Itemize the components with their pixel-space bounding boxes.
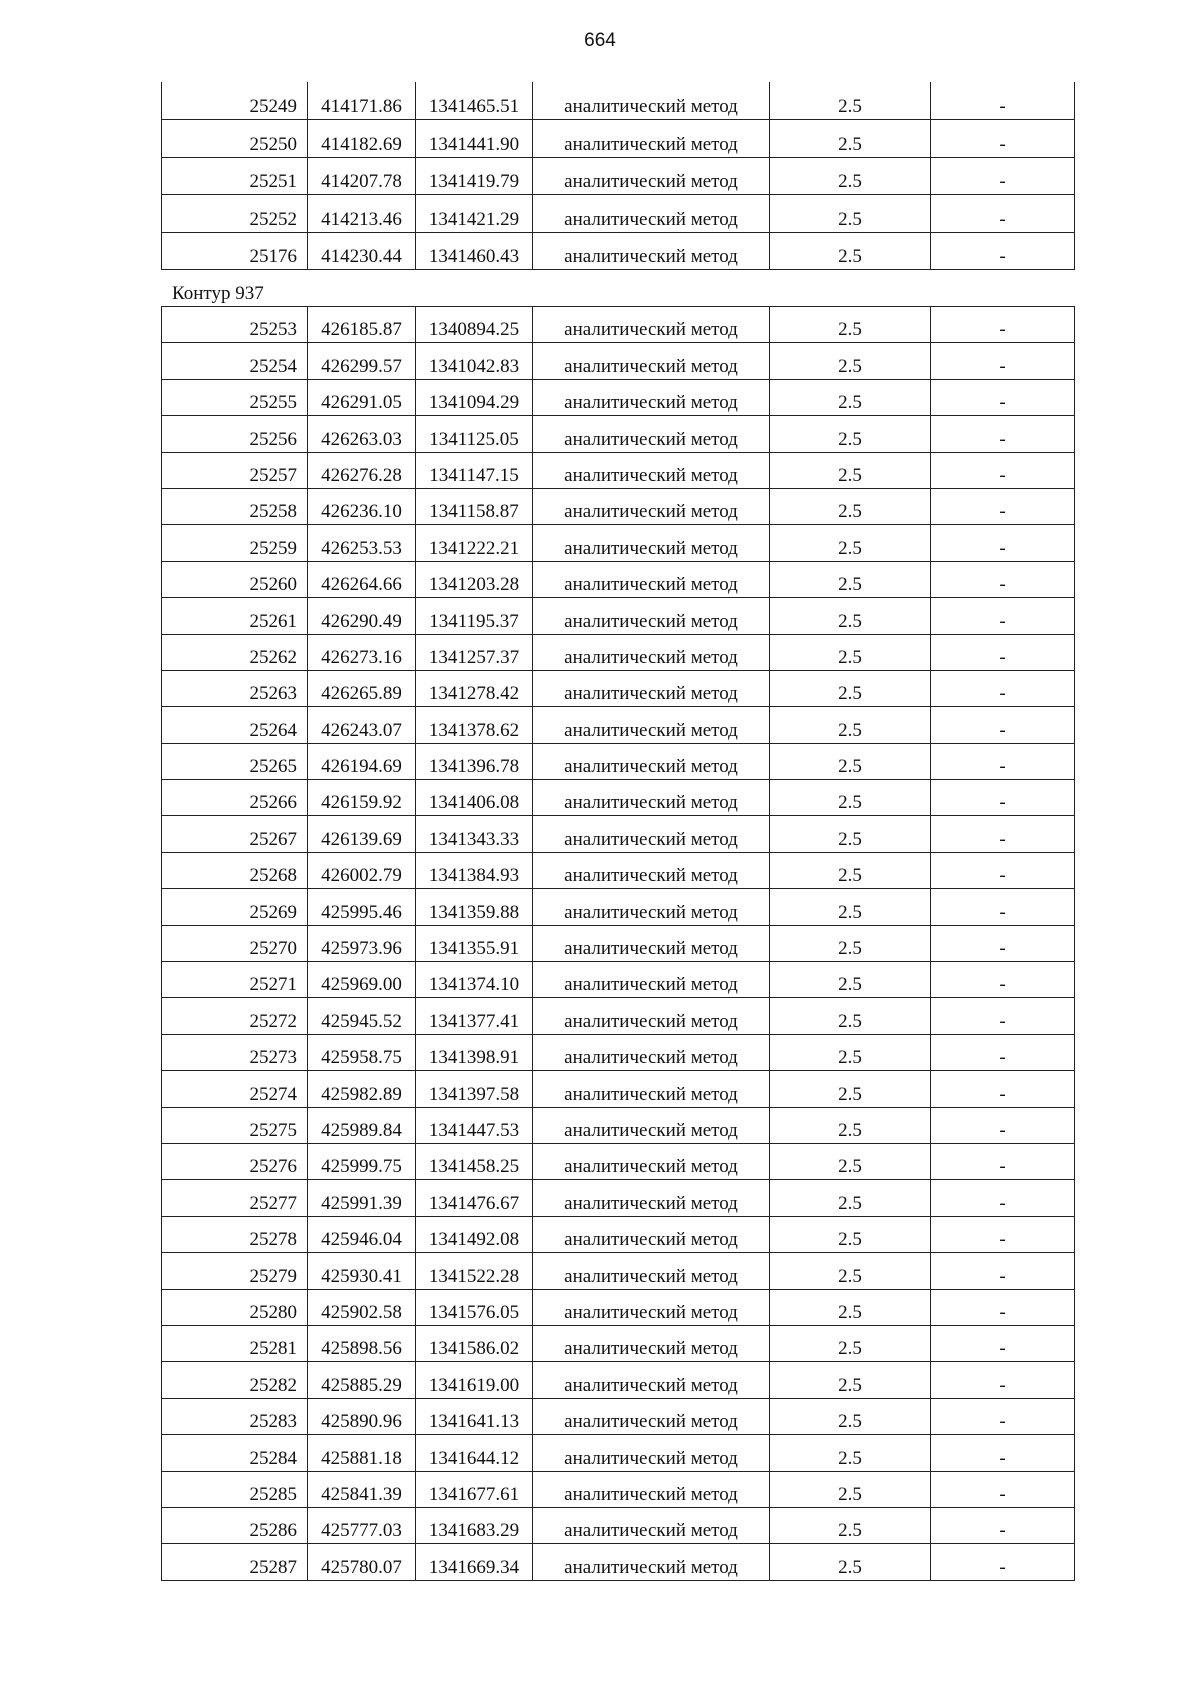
point-number-cell: 25257 bbox=[162, 452, 308, 488]
table-row bbox=[162, 1471, 1075, 1507]
method-cell: аналитический метод bbox=[533, 232, 770, 270]
accuracy-cell: 2.5 bbox=[770, 998, 931, 1034]
point-number-cell: 25258 bbox=[162, 488, 308, 524]
note-cell: - bbox=[931, 82, 1075, 120]
y-coordinate-cell: 1341619.00 bbox=[416, 1362, 533, 1398]
point-number-cell: 25251 bbox=[162, 157, 308, 195]
method-cell: аналитический метод bbox=[533, 488, 770, 524]
y-coordinate-cell: 1341278.42 bbox=[416, 670, 533, 706]
y-coordinate-cell: 1341042.83 bbox=[416, 343, 533, 379]
accuracy-cell: 2.5 bbox=[770, 525, 931, 561]
point-number-cell: 25249 bbox=[162, 82, 308, 120]
method-cell: аналитический метод bbox=[533, 1071, 770, 1107]
x-coordinate-cell: 426299.57 bbox=[308, 343, 416, 379]
point-number-cell: 25272 bbox=[162, 998, 308, 1034]
x-coordinate-cell: 426185.87 bbox=[308, 307, 416, 343]
x-coordinate-cell: 426291.05 bbox=[308, 379, 416, 415]
note-cell: - bbox=[931, 195, 1075, 233]
point-number-cell: 25262 bbox=[162, 634, 308, 670]
point-number-cell: 25277 bbox=[162, 1180, 308, 1216]
table-row bbox=[162, 1544, 1075, 1580]
note-cell: - bbox=[931, 416, 1075, 452]
x-coordinate-cell: 426194.69 bbox=[308, 743, 416, 779]
point-number-cell: 25259 bbox=[162, 525, 308, 561]
accuracy-cell: 2.5 bbox=[770, 1289, 931, 1325]
note-cell: - bbox=[931, 598, 1075, 634]
y-coordinate-cell: 1341125.05 bbox=[416, 416, 533, 452]
point-number-cell: 25284 bbox=[162, 1435, 308, 1471]
note-cell: - bbox=[931, 1398, 1075, 1434]
x-coordinate-cell: 426265.89 bbox=[308, 670, 416, 706]
accuracy-cell: 2.5 bbox=[770, 1325, 931, 1361]
y-coordinate-cell: 1341522.28 bbox=[416, 1253, 533, 1289]
point-number-cell: 25270 bbox=[162, 925, 308, 961]
y-coordinate-cell: 1341683.29 bbox=[416, 1507, 533, 1543]
accuracy-cell: 2.5 bbox=[770, 962, 931, 998]
note-cell: - bbox=[931, 379, 1075, 415]
method-cell: аналитический метод bbox=[533, 1107, 770, 1143]
accuracy-cell: 2.5 bbox=[770, 1544, 931, 1580]
method-cell: аналитический метод bbox=[533, 852, 770, 888]
y-coordinate-cell: 1341586.02 bbox=[416, 1325, 533, 1361]
point-number-cell: 25279 bbox=[162, 1253, 308, 1289]
y-coordinate-cell: 1341384.93 bbox=[416, 852, 533, 888]
method-cell: аналитический метод bbox=[533, 634, 770, 670]
method-cell: аналитический метод bbox=[533, 525, 770, 561]
note-cell: - bbox=[931, 998, 1075, 1034]
table-row bbox=[162, 157, 1075, 195]
accuracy-cell: 2.5 bbox=[770, 307, 931, 343]
y-coordinate-cell: 1341465.51 bbox=[416, 82, 533, 120]
method-cell: аналитический метод bbox=[533, 1180, 770, 1216]
y-coordinate-cell: 1341576.05 bbox=[416, 1289, 533, 1325]
point-number-cell: 25287 bbox=[162, 1544, 308, 1580]
table-row bbox=[162, 816, 1075, 852]
table-row bbox=[162, 780, 1075, 816]
x-coordinate-cell: 426002.79 bbox=[308, 852, 416, 888]
note-cell: - bbox=[931, 1143, 1075, 1179]
table-row bbox=[162, 1507, 1075, 1543]
note-cell: - bbox=[931, 525, 1075, 561]
point-number-cell: 25268 bbox=[162, 852, 308, 888]
accuracy-cell: 2.5 bbox=[770, 1180, 931, 1216]
accuracy-cell: 2.5 bbox=[770, 1398, 931, 1434]
y-coordinate-cell: 1341447.53 bbox=[416, 1107, 533, 1143]
note-cell: - bbox=[931, 1507, 1075, 1543]
point-number-cell: 25283 bbox=[162, 1398, 308, 1434]
x-coordinate-cell: 425982.89 bbox=[308, 1071, 416, 1107]
note-cell: - bbox=[931, 780, 1075, 816]
x-coordinate-cell: 414230.44 bbox=[308, 232, 416, 270]
point-number-cell: 25285 bbox=[162, 1471, 308, 1507]
x-coordinate-cell: 426276.28 bbox=[308, 452, 416, 488]
table-row bbox=[162, 1289, 1075, 1325]
x-coordinate-cell: 425881.18 bbox=[308, 1435, 416, 1471]
x-coordinate-cell: 425989.84 bbox=[308, 1107, 416, 1143]
method-cell: аналитический метод bbox=[533, 998, 770, 1034]
point-number-cell: 25255 bbox=[162, 379, 308, 415]
y-coordinate-cell: 1341195.37 bbox=[416, 598, 533, 634]
note-cell: - bbox=[931, 816, 1075, 852]
accuracy-cell: 2.5 bbox=[770, 1507, 931, 1543]
table-row bbox=[162, 561, 1075, 597]
table-row bbox=[162, 1325, 1075, 1361]
point-number-cell: 25256 bbox=[162, 416, 308, 452]
table-row bbox=[162, 82, 1075, 120]
note-cell: - bbox=[931, 707, 1075, 743]
note-cell: - bbox=[931, 925, 1075, 961]
x-coordinate-cell: 425885.29 bbox=[308, 1362, 416, 1398]
x-coordinate-cell: 426236.10 bbox=[308, 488, 416, 524]
accuracy-cell: 2.5 bbox=[770, 670, 931, 706]
point-number-cell: 25271 bbox=[162, 962, 308, 998]
method-cell: аналитический метод bbox=[533, 1143, 770, 1179]
note-cell: - bbox=[931, 670, 1075, 706]
method-cell: аналитический метод bbox=[533, 1398, 770, 1434]
accuracy-cell: 2.5 bbox=[770, 598, 931, 634]
accuracy-cell: 2.5 bbox=[770, 925, 931, 961]
y-coordinate-cell: 1341158.87 bbox=[416, 488, 533, 524]
note-cell: - bbox=[931, 1216, 1075, 1252]
point-number-cell: 25286 bbox=[162, 1507, 308, 1543]
point-number-cell: 25254 bbox=[162, 343, 308, 379]
table-row bbox=[162, 416, 1075, 452]
accuracy-cell: 2.5 bbox=[770, 743, 931, 779]
x-coordinate-cell: 425780.07 bbox=[308, 1544, 416, 1580]
x-coordinate-cell: 425946.04 bbox=[308, 1216, 416, 1252]
y-coordinate-cell: 1341641.13 bbox=[416, 1398, 533, 1434]
x-coordinate-cell: 414182.69 bbox=[308, 120, 416, 158]
method-cell: аналитический метод bbox=[533, 1325, 770, 1361]
point-number-cell: 25275 bbox=[162, 1107, 308, 1143]
table-row bbox=[162, 1398, 1075, 1434]
accuracy-cell: 2.5 bbox=[770, 852, 931, 888]
method-cell: аналитический метод bbox=[533, 780, 770, 816]
method-cell: аналитический метод bbox=[533, 1544, 770, 1580]
note-cell: - bbox=[931, 1435, 1075, 1471]
point-number-cell: 25263 bbox=[162, 670, 308, 706]
table-row bbox=[162, 1071, 1075, 1107]
point-number-cell: 25273 bbox=[162, 1034, 308, 1070]
accuracy-cell: 2.5 bbox=[770, 1216, 931, 1252]
note-cell: - bbox=[931, 120, 1075, 158]
x-coordinate-cell: 426139.69 bbox=[308, 816, 416, 852]
y-coordinate-cell: 1341644.12 bbox=[416, 1435, 533, 1471]
x-coordinate-cell: 425969.00 bbox=[308, 962, 416, 998]
note-cell: - bbox=[931, 157, 1075, 195]
x-coordinate-cell: 425890.96 bbox=[308, 1398, 416, 1434]
note-cell: - bbox=[931, 1253, 1075, 1289]
note-cell: - bbox=[931, 962, 1075, 998]
y-coordinate-cell: 1341492.08 bbox=[416, 1216, 533, 1252]
y-coordinate-cell: 1341147.15 bbox=[416, 452, 533, 488]
contour-title: Контур 937 bbox=[172, 283, 264, 304]
method-cell: аналитический метод bbox=[533, 598, 770, 634]
method-cell: аналитический метод bbox=[533, 670, 770, 706]
y-coordinate-cell: 1341419.79 bbox=[416, 157, 533, 195]
table-row bbox=[162, 1435, 1075, 1471]
note-cell: - bbox=[931, 1289, 1075, 1325]
point-number-cell: 25274 bbox=[162, 1071, 308, 1107]
accuracy-cell: 2.5 bbox=[770, 634, 931, 670]
table-row bbox=[162, 925, 1075, 961]
y-coordinate-cell: 1341406.08 bbox=[416, 780, 533, 816]
accuracy-cell: 2.5 bbox=[770, 488, 931, 524]
x-coordinate-cell: 426159.92 bbox=[308, 780, 416, 816]
point-number-cell: 25264 bbox=[162, 707, 308, 743]
note-cell: - bbox=[931, 343, 1075, 379]
y-coordinate-cell: 1341460.43 bbox=[416, 232, 533, 270]
x-coordinate-cell: 426264.66 bbox=[308, 561, 416, 597]
table-row bbox=[162, 343, 1075, 379]
y-coordinate-cell: 1341669.34 bbox=[416, 1544, 533, 1580]
method-cell: аналитический метод bbox=[533, 962, 770, 998]
accuracy-cell: 2.5 bbox=[770, 1034, 931, 1070]
point-number-cell: 25253 bbox=[162, 307, 308, 343]
x-coordinate-cell: 425777.03 bbox=[308, 1507, 416, 1543]
method-cell: аналитический метод bbox=[533, 379, 770, 415]
y-coordinate-cell: 1341476.67 bbox=[416, 1180, 533, 1216]
x-coordinate-cell: 426253.53 bbox=[308, 525, 416, 561]
x-coordinate-cell: 414171.86 bbox=[308, 82, 416, 120]
table-row bbox=[162, 889, 1075, 925]
y-coordinate-cell: 1341398.91 bbox=[416, 1034, 533, 1070]
table-row bbox=[162, 1253, 1075, 1289]
y-coordinate-cell: 1341203.28 bbox=[416, 561, 533, 597]
x-coordinate-cell: 425898.56 bbox=[308, 1325, 416, 1361]
y-coordinate-cell: 1341374.10 bbox=[416, 962, 533, 998]
method-cell: аналитический метод bbox=[533, 1435, 770, 1471]
accuracy-cell: 2.5 bbox=[770, 561, 931, 597]
point-number-cell: 25252 bbox=[162, 195, 308, 233]
method-cell: аналитический метод bbox=[533, 1471, 770, 1507]
method-cell: аналитический метод bbox=[533, 1216, 770, 1252]
point-number-cell: 25260 bbox=[162, 561, 308, 597]
method-cell: аналитический метод bbox=[533, 561, 770, 597]
accuracy-cell: 2.5 bbox=[770, 157, 931, 195]
note-cell: - bbox=[931, 488, 1075, 524]
note-cell: - bbox=[931, 852, 1075, 888]
table-row bbox=[162, 598, 1075, 634]
accuracy-cell: 2.5 bbox=[770, 1143, 931, 1179]
point-number-cell: 25282 bbox=[162, 1362, 308, 1398]
table-row bbox=[162, 307, 1075, 343]
y-coordinate-cell: 1341397.58 bbox=[416, 1071, 533, 1107]
method-cell: аналитический метод bbox=[533, 1362, 770, 1398]
accuracy-cell: 2.5 bbox=[770, 1435, 931, 1471]
y-coordinate-cell: 1341396.78 bbox=[416, 743, 533, 779]
accuracy-cell: 2.5 bbox=[770, 120, 931, 158]
method-cell: аналитический метод bbox=[533, 307, 770, 343]
x-coordinate-cell: 425999.75 bbox=[308, 1143, 416, 1179]
table-row bbox=[162, 120, 1075, 158]
method-cell: аналитический метод bbox=[533, 157, 770, 195]
y-coordinate-cell: 1341378.62 bbox=[416, 707, 533, 743]
y-coordinate-cell: 1341343.33 bbox=[416, 816, 533, 852]
table-row bbox=[162, 743, 1075, 779]
table-row bbox=[162, 962, 1075, 998]
x-coordinate-cell: 425958.75 bbox=[308, 1034, 416, 1070]
table-row bbox=[162, 1034, 1075, 1070]
table-row bbox=[162, 232, 1075, 270]
table-row bbox=[162, 525, 1075, 561]
method-cell: аналитический метод bbox=[533, 925, 770, 961]
table-row bbox=[162, 379, 1075, 415]
x-coordinate-cell: 426290.49 bbox=[308, 598, 416, 634]
method-cell: аналитический метод bbox=[533, 120, 770, 158]
table-row bbox=[162, 195, 1075, 233]
method-cell: аналитический метод bbox=[533, 452, 770, 488]
accuracy-cell: 2.5 bbox=[770, 1107, 931, 1143]
table-row bbox=[162, 488, 1075, 524]
page-number: 664 bbox=[584, 30, 616, 51]
table-row bbox=[162, 1143, 1075, 1179]
note-cell: - bbox=[931, 1471, 1075, 1507]
method-cell: аналитический метод bbox=[533, 195, 770, 233]
x-coordinate-cell: 425841.39 bbox=[308, 1471, 416, 1507]
point-number-cell: 25278 bbox=[162, 1216, 308, 1252]
y-coordinate-cell: 1341257.37 bbox=[416, 634, 533, 670]
method-cell: аналитический метод bbox=[533, 82, 770, 120]
x-coordinate-cell: 425945.52 bbox=[308, 998, 416, 1034]
accuracy-cell: 2.5 bbox=[770, 195, 931, 233]
method-cell: аналитический метод bbox=[533, 343, 770, 379]
accuracy-cell: 2.5 bbox=[770, 379, 931, 415]
note-cell: - bbox=[931, 1071, 1075, 1107]
point-number-cell: 25269 bbox=[162, 889, 308, 925]
point-number-cell: 25281 bbox=[162, 1325, 308, 1361]
y-coordinate-cell: 1341441.90 bbox=[416, 120, 533, 158]
x-coordinate-cell: 425930.41 bbox=[308, 1253, 416, 1289]
note-cell: - bbox=[931, 634, 1075, 670]
x-coordinate-cell: 414213.46 bbox=[308, 195, 416, 233]
note-cell: - bbox=[931, 1034, 1075, 1070]
y-coordinate-cell: 1341458.25 bbox=[416, 1143, 533, 1179]
note-cell: - bbox=[931, 1362, 1075, 1398]
table-row bbox=[162, 670, 1075, 706]
table-row bbox=[162, 1216, 1075, 1252]
table-row bbox=[162, 707, 1075, 743]
x-coordinate-cell: 426273.16 bbox=[308, 634, 416, 670]
note-cell: - bbox=[931, 1107, 1075, 1143]
method-cell: аналитический метод bbox=[533, 889, 770, 925]
method-cell: аналитический метод bbox=[533, 1289, 770, 1325]
point-number-cell: 25176 bbox=[162, 232, 308, 270]
method-cell: аналитический метод bbox=[533, 416, 770, 452]
method-cell: аналитический метод bbox=[533, 743, 770, 779]
table-row bbox=[162, 452, 1075, 488]
y-coordinate-cell: 1341377.41 bbox=[416, 998, 533, 1034]
x-coordinate-cell: 426263.03 bbox=[308, 416, 416, 452]
accuracy-cell: 2.5 bbox=[770, 707, 931, 743]
point-number-cell: 25267 bbox=[162, 816, 308, 852]
x-coordinate-cell: 425995.46 bbox=[308, 889, 416, 925]
x-coordinate-cell: 414207.78 bbox=[308, 157, 416, 195]
accuracy-cell: 2.5 bbox=[770, 232, 931, 270]
y-coordinate-cell: 1341222.21 bbox=[416, 525, 533, 561]
note-cell: - bbox=[931, 889, 1075, 925]
accuracy-cell: 2.5 bbox=[770, 1471, 931, 1507]
accuracy-cell: 2.5 bbox=[770, 82, 931, 120]
accuracy-cell: 2.5 bbox=[770, 1071, 931, 1107]
y-coordinate-cell: 1341359.88 bbox=[416, 889, 533, 925]
table-row bbox=[162, 1362, 1075, 1398]
x-coordinate-cell: 425973.96 bbox=[308, 925, 416, 961]
method-cell: аналитический метод bbox=[533, 1034, 770, 1070]
note-cell: - bbox=[931, 232, 1075, 270]
y-coordinate-cell: 1341677.61 bbox=[416, 1471, 533, 1507]
note-cell: - bbox=[931, 743, 1075, 779]
y-coordinate-cell: 1340894.25 bbox=[416, 307, 533, 343]
accuracy-cell: 2.5 bbox=[770, 1253, 931, 1289]
y-coordinate-cell: 1341421.29 bbox=[416, 195, 533, 233]
method-cell: аналитический метод bbox=[533, 1253, 770, 1289]
accuracy-cell: 2.5 bbox=[770, 452, 931, 488]
point-number-cell: 25266 bbox=[162, 780, 308, 816]
note-cell: - bbox=[931, 1544, 1075, 1580]
note-cell: - bbox=[931, 307, 1075, 343]
table-row bbox=[162, 852, 1075, 888]
note-cell: - bbox=[931, 452, 1075, 488]
y-coordinate-cell: 1341355.91 bbox=[416, 925, 533, 961]
table-row bbox=[162, 1107, 1075, 1143]
note-cell: - bbox=[931, 561, 1075, 597]
table-row bbox=[162, 1180, 1075, 1216]
point-number-cell: 25276 bbox=[162, 1143, 308, 1179]
accuracy-cell: 2.5 bbox=[770, 780, 931, 816]
accuracy-cell: 2.5 bbox=[770, 816, 931, 852]
point-number-cell: 25261 bbox=[162, 598, 308, 634]
table-row bbox=[162, 634, 1075, 670]
method-cell: аналитический метод bbox=[533, 816, 770, 852]
coordinates-table-continued bbox=[161, 82, 1074, 270]
method-cell: аналитический метод bbox=[533, 1507, 770, 1543]
point-number-cell: 25250 bbox=[162, 120, 308, 158]
accuracy-cell: 2.5 bbox=[770, 343, 931, 379]
x-coordinate-cell: 425902.58 bbox=[308, 1289, 416, 1325]
point-number-cell: 25280 bbox=[162, 1289, 308, 1325]
y-coordinate-cell: 1341094.29 bbox=[416, 379, 533, 415]
accuracy-cell: 2.5 bbox=[770, 889, 931, 925]
note-cell: - bbox=[931, 1325, 1075, 1361]
coordinates-table-top bbox=[161, 82, 1075, 270]
accuracy-cell: 2.5 bbox=[770, 416, 931, 452]
point-number-cell: 25265 bbox=[162, 743, 308, 779]
x-coordinate-cell: 425991.39 bbox=[308, 1180, 416, 1216]
table-row bbox=[162, 998, 1075, 1034]
coordinates-table-contour bbox=[161, 306, 1074, 1581]
method-cell: аналитический метод bbox=[533, 707, 770, 743]
coordinates-table-main bbox=[161, 306, 1075, 1581]
note-cell: - bbox=[931, 1180, 1075, 1216]
accuracy-cell: 2.5 bbox=[770, 1362, 931, 1398]
x-coordinate-cell: 426243.07 bbox=[308, 707, 416, 743]
